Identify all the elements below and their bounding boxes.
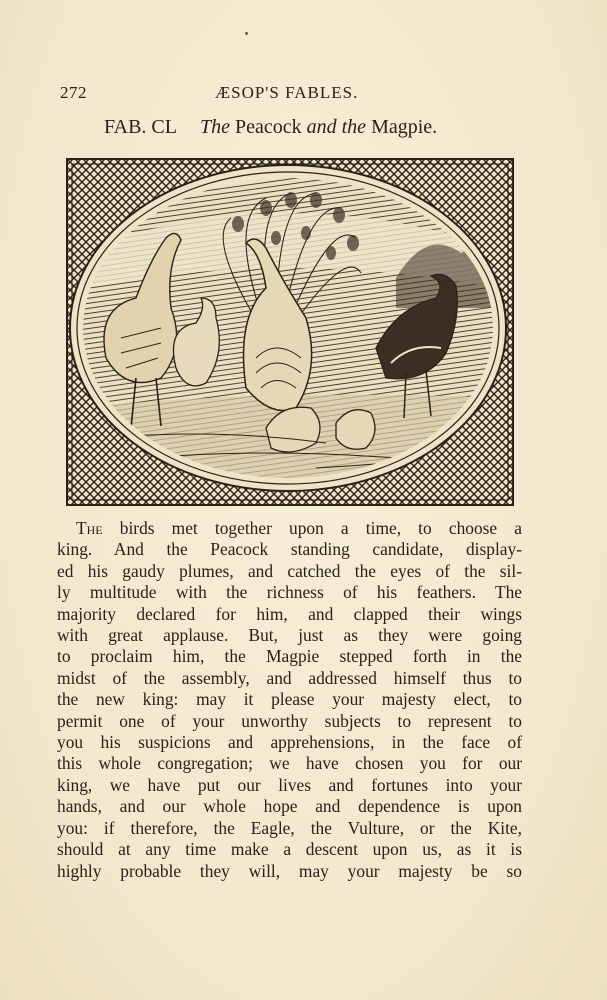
text-line-8: midst of the assembly, and addressed himself thus to	[57, 667, 522, 688]
text-line-1: The birds met together upon a time, to choose a	[76, 518, 522, 538]
fable-title-peacock: Peacock	[234, 116, 302, 138]
text-line-6: with great applause. But, just as they were going	[57, 625, 522, 646]
book-title: ÆSOP'S FABLES.	[215, 83, 359, 102]
text-line-13: king, we have put our lives and fortunes into your	[57, 774, 522, 795]
text-line-2: king. And the Peacock standing candidate, display-	[57, 539, 522, 560]
text-line-7: to proclaim him, the Magpie stepped forth in the	[57, 646, 522, 667]
drop-word: The	[76, 518, 103, 538]
text-line-5: majority declared for him, and clapped their wings	[57, 603, 522, 624]
text-line-3: ed his gaudy plumes, and catched the eyes of the sil-	[57, 560, 522, 581]
fable-number: FAB. CL	[104, 116, 177, 138]
woodcut-illustration	[66, 158, 516, 508]
text-line-4: ly multitude with the richness of his feathers. The	[57, 582, 522, 603]
text-line-11: you his suspicions and apprehensions, in the face of	[57, 732, 522, 753]
text-line-15: you: if therefore, the Eagle, the Vulture, or the Kite,	[57, 817, 522, 838]
text-line-17: highly probable they will, may your majesty be so	[57, 860, 522, 881]
page-number: 272	[60, 83, 87, 102]
fable-heading	[104, 116, 437, 139]
text-line-16: should at any time make a descent upon us, as it is	[57, 839, 522, 860]
ink-speck	[245, 32, 248, 35]
fable-title-magpie: Magpie.	[371, 116, 438, 138]
text-line-12: this whole congregation; we have chosen you for our	[57, 753, 522, 774]
fable-body-text	[57, 518, 522, 882]
text-line-14: hands, and our whole hope and dependence is upon	[57, 796, 522, 817]
fable-title-and-the: and the	[306, 116, 367, 138]
running-head	[60, 83, 520, 107]
text-line-10: permit one of your unworthy subjects to represent to	[57, 710, 522, 731]
fable-title-the: The	[199, 116, 230, 138]
text-line-9: the new king: may it please your majesty elect, to	[57, 689, 522, 710]
